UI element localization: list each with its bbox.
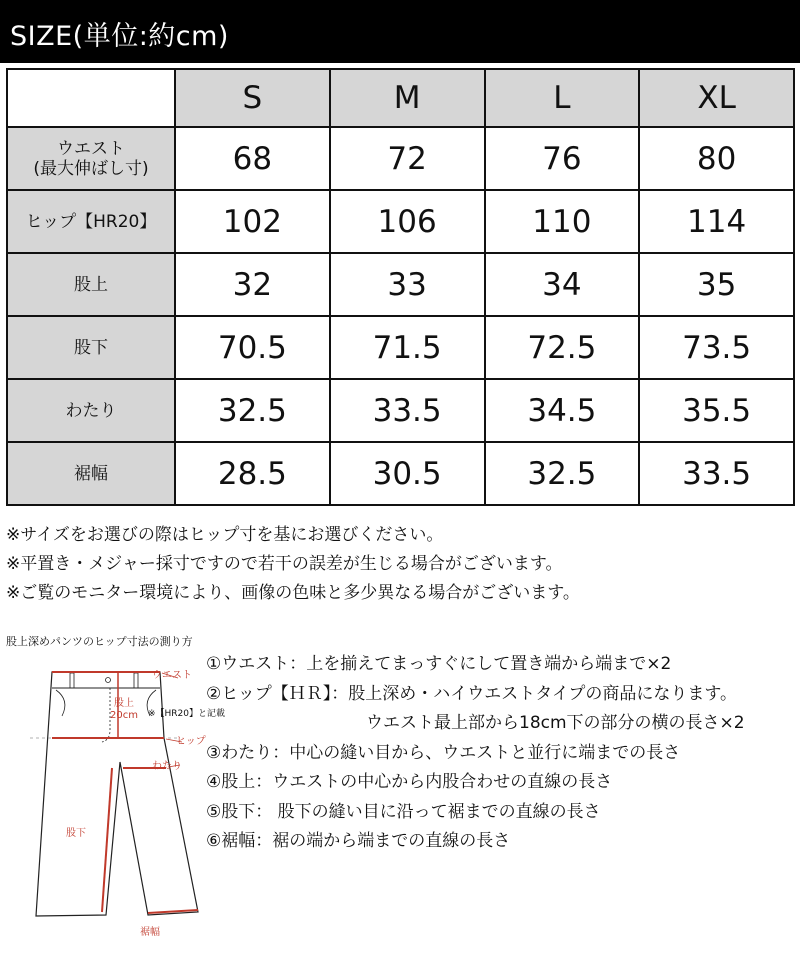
table-cell: 33: [330, 253, 485, 316]
size-header: S: [175, 69, 330, 127]
table-corner: [7, 69, 175, 127]
table-cell: 33.5: [330, 379, 485, 442]
hem-label-diagram: 裾幅: [140, 927, 160, 938]
table-cell: 70.5: [175, 316, 330, 379]
table-cell: 33.5: [639, 442, 794, 505]
table-row: [7, 127, 794, 190]
table-cell: 71.5: [330, 316, 485, 379]
table-cell: 72: [330, 127, 485, 190]
table-cell: 32.5: [485, 442, 640, 505]
table-cell: 32: [175, 253, 330, 316]
table-cell: 73.5: [639, 316, 794, 379]
step-line: ①ウエスト：上を揃えてまっすぐにして置き端から端まで×2: [206, 654, 672, 674]
table-row: [7, 442, 794, 505]
table-cell: 28.5: [175, 442, 330, 505]
table-cell: 35.5: [639, 379, 794, 442]
table-cell: 35: [639, 253, 794, 316]
table-cell: 76: [485, 127, 640, 190]
page-title: SIZE(単位:約cm): [10, 21, 229, 52]
row-label: ヒップ【HR20】: [7, 190, 175, 253]
table-cell: 80: [639, 127, 794, 190]
step-line: ⑤股下： 股下の縫い目に沿って裾までの直線の長さ: [206, 801, 601, 822]
table-cell: 102: [175, 190, 330, 253]
table-cell: 34: [485, 253, 640, 316]
table-cell: 30.5: [330, 442, 485, 505]
hip-label-diagram: ヒップ: [176, 736, 206, 747]
table-row: [7, 316, 794, 379]
table-row: [7, 379, 794, 442]
measurement-steps: [206, 650, 745, 857]
thigh-label-diagram: わたり: [152, 761, 182, 772]
table-cell: 114: [639, 190, 794, 253]
waist-label: ウエスト (最大伸ばし寸): [33, 138, 149, 179]
table-cell: 110: [485, 190, 640, 253]
table-cell: 32.5: [175, 379, 330, 442]
size-header: XL: [639, 69, 794, 127]
size-table: [6, 68, 795, 506]
step-line: ③わたり：中心の縫い目から、ウエストと並行に端までの長さ: [206, 742, 681, 763]
size-header-row: [7, 69, 794, 127]
hr-note-label: ※【HR20】と記載: [148, 709, 226, 719]
row-label: わたり: [7, 379, 175, 442]
note-line: ※ご覧のモニター環境により、画像の色味と多少異なる場合がございます。: [6, 583, 580, 603]
title-bar: [0, 0, 800, 63]
note-line: ※サイズをお選びの際はヒップ寸を基にお選びください。: [6, 525, 444, 545]
row-label: 股上: [7, 253, 175, 316]
table-cell: 34.5: [485, 379, 640, 442]
table-cell: 72.5: [485, 316, 640, 379]
size-header: L: [485, 69, 640, 127]
row-label: [7, 127, 175, 190]
step-line: ウエスト最上部から18cm下の部分の横の長さ×2: [366, 713, 745, 733]
pants-diagram: [30, 660, 226, 938]
inseam-label-diagram: 股下: [66, 828, 86, 839]
diagram-caption: 股上深めパンツのヒップ寸法の測り方: [6, 635, 193, 648]
size-header: M: [330, 69, 485, 127]
table-cell: 68: [175, 127, 330, 190]
row-label: 股下: [7, 316, 175, 379]
row-label: 裾幅: [7, 442, 175, 505]
step-line: ⑥裾幅：裾の端から端までの直線の長さ: [206, 831, 511, 851]
waist-label-diagram: ウエスト: [152, 670, 192, 681]
table-cell: 106: [330, 190, 485, 253]
rise-label-diagram: 股上 20cm: [110, 698, 138, 721]
note-line: ※平置き・メジャー採寸ですので若干の誤差が生じる場合がございます。: [6, 554, 563, 574]
table-row: [7, 253, 794, 316]
step-line: ④股上：ウエストの中心から内股合わせの直線の長さ: [206, 772, 613, 792]
step-line: ②ヒップ【ＨＲ】：股上深め・ハイウエストタイプの商品になります。: [206, 683, 738, 704]
table-row: [7, 190, 794, 253]
notes: [6, 521, 580, 608]
